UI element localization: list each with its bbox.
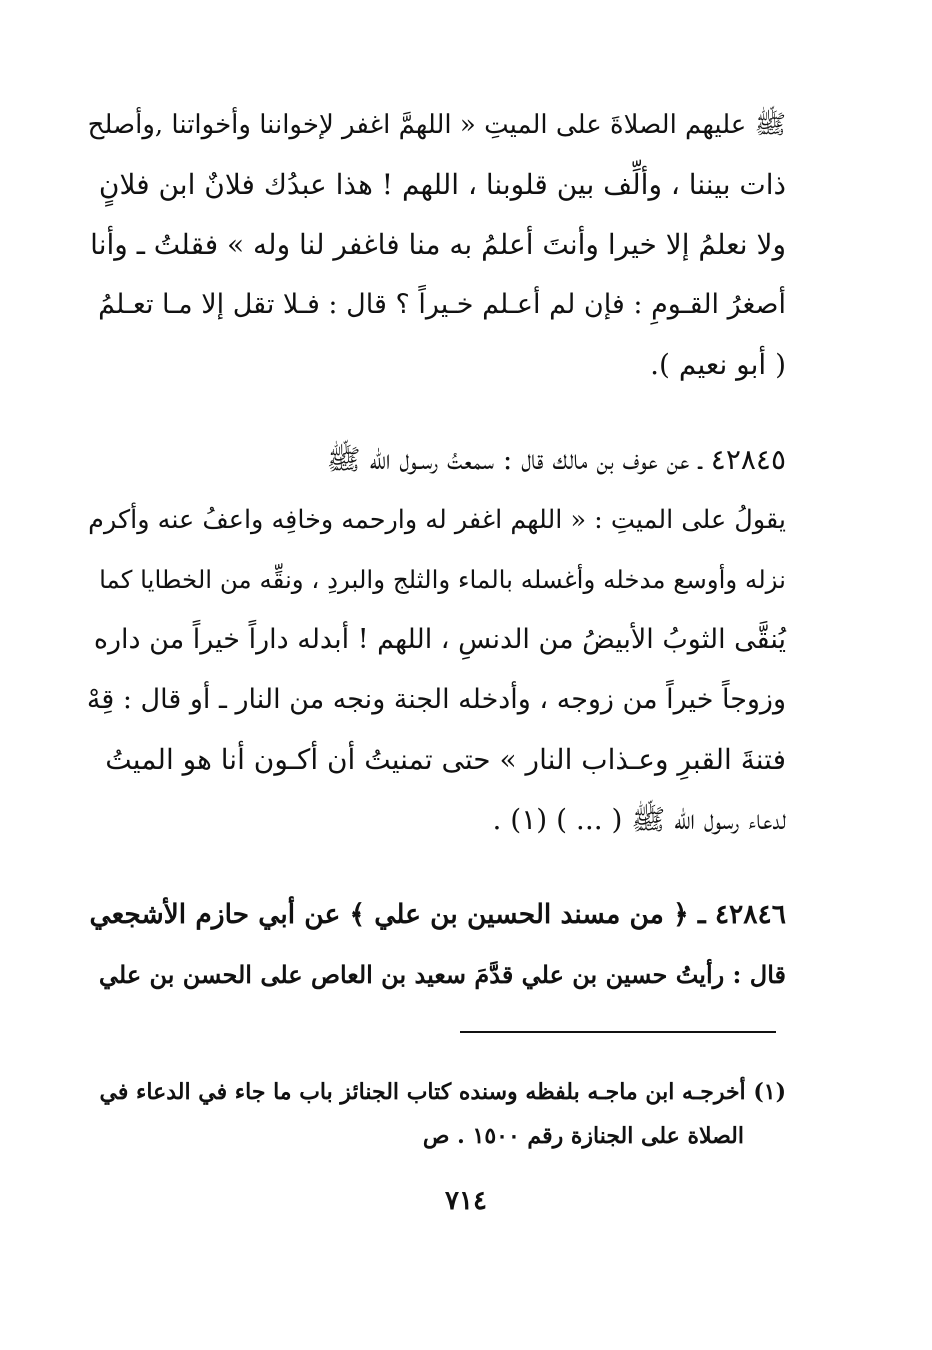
text-line: ولا نعلمُ إلا خيرا وأنتَ أعلمُ به منا فاغفر لنا وله » فقلتُ ـ وأنا — [90, 228, 786, 261]
footnote-line: (١) أخرجـه ابن ماجـه بلفظه وسنده كتاب الجنائز باب ما جاء في الدعاء في — [99, 1079, 786, 1105]
text-line: نزله وأوسع مدخله وأغسله بالماء والثلج والبردِ ، ونقِّه من الخطايا كما — [99, 565, 786, 594]
source-attribution: ( أبو نعيم ). — [650, 348, 786, 381]
text-line: فتنةَ القبرِ وعـذاب النار » حتى تمنيتُ أن أكـون أنا هو الميتُ — [105, 743, 786, 776]
text-line: يقولُ على الميتِ : « اللهم اغفر له وارحمه وخافِه واعفُ عنه وأكرم — [88, 505, 786, 535]
footnote-line: الصلاة على الجنازة رقم ١٥٠٠ . ص — [422, 1123, 744, 1149]
hadith-42845-block — [86, 430, 786, 850]
hadith-continuation-block — [86, 95, 786, 395]
page-number: ٧١٤ — [445, 1186, 487, 1216]
text-line: ﷺ عليهم الصلاةَ على الميتِ « اللهمَّ اغفر لإخواننا وأخواتنا ,وأصلح — [87, 110, 786, 140]
text-line: لدعاء رسول الله ﷺ ( ... ) (١) . — [492, 803, 786, 836]
footnote-divider — [460, 1031, 776, 1033]
hadith-heading-line: ٤٢٨٤٦ ـ ﴿ من مسند الحسين بن علي ﴾ عن أبي حازم الأشجعي — [89, 899, 786, 930]
text-line: قال : رأيتُ حسين بن علي قدَّمَ سعيد بن العاص على الحسن بن علي — [98, 960, 786, 989]
text-line: أصغرُ القـومِ : فإن لم أعـلم خـيراً ؟ قال : فـلا تقل إلا مـا تعـلمُ — [98, 289, 786, 320]
text-line: ذات بيننا ، وألِّف بين قلوبنا ، اللهم ! هذا عبدُك فلانٌ ابن فلانٍ — [98, 168, 786, 201]
hadith-42846-block — [86, 885, 786, 1005]
hadith-heading-line: ٤٢٨٤٥ ـ عن عوف بن مالك قال : سمعتُ رسـول الله ﷺ — [326, 443, 786, 476]
footnote — [86, 1070, 786, 1158]
text-line: يُنقَّى الثوبُ الأبيضُ من الدنسِ ، اللهم ! أبدله داراً خيراً من داره — [93, 624, 786, 655]
text-line: وزوجاً خيراً من زوجه ، وأدخله الجنة ونجه من النار ـ أو قال : قِهْ — [86, 684, 786, 715]
